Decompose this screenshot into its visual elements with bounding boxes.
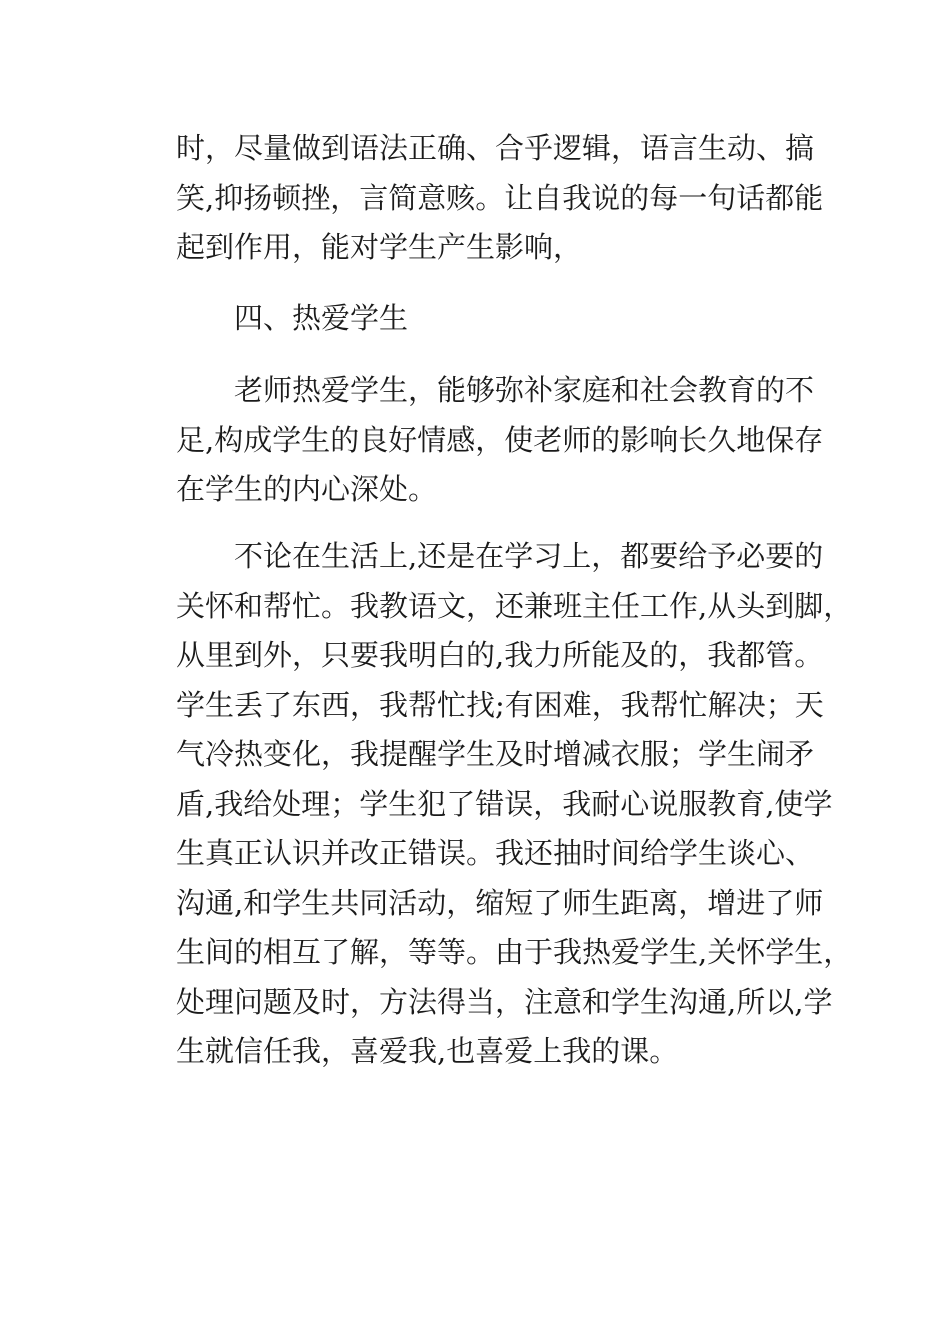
paragraph-love (176, 366, 824, 515)
text-line: 从里到外，只要我明白的,我力所能及的，我都管。 (176, 638, 824, 672)
text-line: 盾,我给处理；学生犯了错误，我耐心说服教育,使学 (176, 786, 833, 821)
text-line: 笑,抑扬顿挫，言简意赅。让自我说的每一句话都能 (176, 180, 824, 215)
text-line: 在学生的内心深处。 (176, 472, 438, 506)
text-line: 沟通,和学生共同活动，缩短了师生距离，增进了师 (176, 885, 824, 920)
text-line: 生间的相互了解，等等。由于我热爱学生,关怀学生， (176, 935, 853, 969)
text-line: 关怀和帮忙。我教语文，还兼班主任工作,从头到脚， (176, 588, 853, 623)
paragraph-continued (176, 124, 824, 273)
text-line: 时，尽量做到语法正确、合乎逻辑，语言生动、搞 (176, 131, 815, 165)
text-line: 起到作用，能对学生产生影响， (176, 230, 583, 264)
text-line: 学生丢了东西，我帮忙找;有困难，我帮忙解决；天 (176, 687, 824, 722)
text-line: 足,构成学生的良好情感，使老师的影响长久地保存 (176, 422, 824, 457)
text-line: 处理问题及时，方法得当，注意和学生沟通,所以,学 (176, 984, 833, 1019)
text-line: 老师热爱学生，能够弥补家庭和社会教育的不 (234, 373, 815, 407)
text-line: 不论在生活上,还是在学习上，都要给予必要的 (234, 539, 824, 573)
section-heading-block (176, 294, 816, 344)
text-line: 生就信任我，喜爱我,也喜爱上我的课。 (176, 1034, 679, 1068)
paragraph-care (176, 532, 853, 1077)
text-line: 气冷热变化，我提醒学生及时增减衣服；学生闹矛 (176, 737, 815, 771)
section-heading: 四、热爱学生 (234, 301, 409, 335)
text-line: 生真正认识并改正错误。我还抽时间给学生谈心、 (176, 836, 815, 870)
